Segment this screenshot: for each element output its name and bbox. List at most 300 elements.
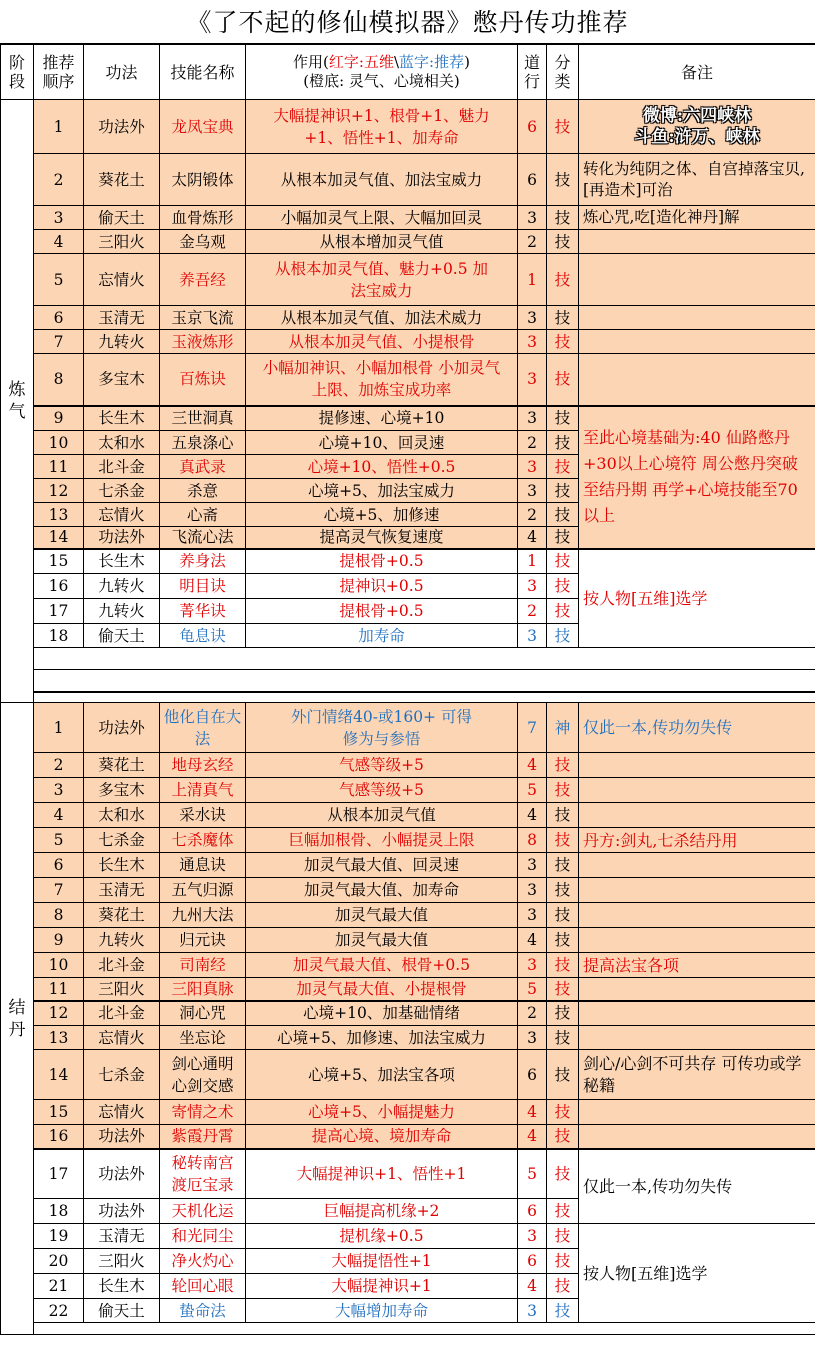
table-row (1, 1100, 815, 1125)
row-method: 多宝木 (84, 778, 160, 803)
row-order: 15 (34, 549, 84, 574)
row-method: 三阳火 (84, 978, 160, 1001)
row-method: 长生木 (84, 406, 160, 431)
row-skill: 玉液炼形 (160, 330, 246, 354)
row-category: 技 (547, 1199, 579, 1224)
stage2-end-spacer (34, 1323, 815, 1335)
row-category: 技 (547, 853, 579, 878)
row-skill: 净火灼心 (160, 1249, 246, 1274)
row-method: 偷天土 (84, 206, 160, 230)
table-row (1, 1149, 815, 1199)
row-skill: 五泉涤心 (160, 431, 246, 455)
row-note-empty (579, 330, 815, 354)
row-dao: 1 (518, 254, 547, 306)
row-dao: 2 (518, 1001, 547, 1026)
row-skill: 杀意 (160, 479, 246, 503)
table-row (1, 330, 815, 354)
row-skill: 通息诀 (160, 853, 246, 878)
row-order: 14 (34, 527, 84, 549)
row-category: 技 (547, 1274, 579, 1299)
row-dao: 4 (518, 1125, 547, 1149)
row-dao: 3 (518, 406, 547, 431)
row-dao: 3 (518, 1224, 547, 1249)
row-skill: 菁华诀 (160, 599, 246, 624)
row-category: 技 (547, 1299, 579, 1323)
row-effect: 心境+5、小幅提魅力 (246, 1100, 518, 1125)
row-order: 1 (34, 703, 84, 753)
row-order: 11 (34, 978, 84, 1001)
row-effect: 提机缘+0.5 (246, 1224, 518, 1249)
row-category: 技 (547, 1001, 579, 1026)
row-order: 17 (34, 1149, 84, 1199)
row-effect: 心境+10、加基础情绪 (246, 1001, 518, 1026)
row-method: 九转火 (84, 574, 160, 599)
row-method: 北斗金 (84, 1001, 160, 1026)
row-dao: 3 (518, 1299, 547, 1323)
row-note-empty (579, 306, 815, 330)
row-skill: 明目诀 (160, 574, 246, 599)
row-method: 功法外 (84, 1149, 160, 1199)
row-method: 忘情火 (84, 503, 160, 527)
row-dao: 6 (518, 1249, 547, 1274)
row-method: 北斗金 (84, 455, 160, 479)
row-skill: 血骨炼形 (160, 206, 246, 230)
row-skill: 洞心咒 (160, 1001, 246, 1026)
row-dao: 4 (518, 753, 547, 778)
row-method: 忘情火 (84, 1026, 160, 1050)
row-effect: 加灵气最大值 (246, 928, 518, 953)
row-dao: 2 (518, 599, 547, 624)
table-row (1, 803, 815, 828)
header-effect-blue: 蓝字:推荐 (399, 53, 465, 71)
row-effect: 气感等级+5 (246, 753, 518, 778)
row-order: 16 (34, 574, 84, 599)
row-category: 技 (547, 1125, 579, 1149)
row-dao: 3 (518, 574, 547, 599)
row-dao: 3 (518, 903, 547, 928)
row-effect: 心境+5、加法宝威力 (246, 479, 518, 503)
row-dao: 4 (518, 1100, 547, 1125)
row-dao: 5 (518, 1149, 547, 1199)
row-category: 技 (547, 1149, 579, 1199)
row-method: 玉清无 (84, 306, 160, 330)
row-category: 技 (547, 1026, 579, 1050)
row-effect: 提修速、心境+10 (246, 406, 518, 431)
table-row (1, 928, 815, 953)
row-dao: 3 (518, 479, 547, 503)
row-order: 6 (34, 853, 84, 878)
row-skill: 蛰命法 (160, 1299, 246, 1323)
row-note-empty (579, 803, 815, 828)
row-skill: 养吾经 (160, 254, 246, 306)
row-skill: 秘转南宫 渡厄宝录 (160, 1149, 246, 1199)
row-effect: 心境+10、悟性+0.5 (246, 455, 518, 479)
row-method: 九转火 (84, 330, 160, 354)
row-effect: 从根本加灵气值、加法术威力 (246, 306, 518, 330)
row-order: 21 (34, 1274, 84, 1299)
row-effect: 小幅加神识、小幅加根骨 小加灵气上限、加炼宝成功率 (246, 354, 518, 406)
row-dao: 6 (518, 100, 547, 154)
row-method: 葵花土 (84, 753, 160, 778)
row-dao: 4 (518, 1274, 547, 1299)
table-row (1, 206, 815, 230)
row-category: 技 (547, 503, 579, 527)
row-dao: 8 (518, 828, 547, 853)
row-skill: 他化自在大法 (160, 703, 246, 753)
row-skill: 剑心通明 心剑交感 (160, 1050, 246, 1100)
row-dao: 3 (518, 624, 547, 648)
row-skill: 司南经 (160, 953, 246, 978)
row-effect: 大幅提悟性+1 (246, 1249, 518, 1274)
row-category: 技 (547, 100, 579, 154)
row-effect: 从根本加灵气值、加法宝威力 (246, 154, 518, 206)
row-note-empty (579, 778, 815, 803)
table-row (1, 778, 815, 803)
header-note: 备注 (579, 45, 815, 100)
table-row (1, 978, 815, 1001)
table-row (1, 549, 815, 574)
row-note: 炼心咒,吃[造化神丹]解 (579, 206, 815, 230)
table-row (1, 254, 815, 306)
table-row (1, 354, 815, 406)
row-category: 技 (547, 903, 579, 928)
table-row (1, 703, 815, 753)
row-effect: 加灵气最大值、加寿命 (246, 878, 518, 903)
skill-table (0, 44, 815, 1335)
row-skill: 百炼诀 (160, 354, 246, 406)
row-order: 10 (34, 431, 84, 455)
row-method: 三阳火 (84, 1249, 160, 1274)
row-effect: 从根本加灵气值、魅力+0.5 加法宝威力 (246, 254, 518, 306)
row-method: 长生木 (84, 853, 160, 878)
row-effect: 小幅加灵气上限、大幅加回灵 (246, 206, 518, 230)
row-order: 3 (34, 778, 84, 803)
row-dao: 3 (518, 1026, 547, 1050)
row-effect: 从根本加灵气值、小提根骨 (246, 330, 518, 354)
row-note-empty (579, 978, 815, 1001)
row-order: 5 (34, 254, 84, 306)
table-row (1, 230, 815, 254)
table-row (1, 1026, 815, 1050)
row-skill: 五气归源 (160, 878, 246, 903)
row-dao: 5 (518, 778, 547, 803)
row-method: 七杀金 (84, 828, 160, 853)
row-category: 技 (547, 928, 579, 953)
row-dao: 3 (518, 878, 547, 903)
row-note-empty (579, 928, 815, 953)
row-method: 偷天土 (84, 1299, 160, 1323)
row-skill: 龙凤宝典 (160, 100, 246, 154)
row-category: 技 (547, 479, 579, 503)
row-effect: 心境+5、加修速、加法宝威力 (246, 1026, 518, 1050)
row-order: 14 (34, 1050, 84, 1100)
table-row (1, 953, 815, 978)
row-order: 1 (34, 100, 84, 154)
table-row (1, 853, 815, 878)
row-effect: 提高灵气恢复速度 (246, 527, 518, 549)
row-note-empty (579, 903, 815, 928)
row-method: 三阳火 (84, 230, 160, 254)
row-category: 技 (547, 230, 579, 254)
row-skill: 坐忘论 (160, 1026, 246, 1050)
row-dao: 5 (518, 978, 547, 1001)
row-method: 太和水 (84, 803, 160, 828)
row-order: 4 (34, 230, 84, 254)
watermark-line2: 斗鱼:浒万、峡林 (634, 126, 760, 147)
row-category: 技 (547, 549, 579, 574)
row-skill: 龟息诀 (160, 624, 246, 648)
row-order: 19 (34, 1224, 84, 1249)
row-effect: 加灵气最大值、回灵速 (246, 853, 518, 878)
row-skill: 地母玄经 (160, 753, 246, 778)
row-note: 按人物[五维]选学 (579, 1224, 815, 1323)
row-method: 葵花土 (84, 154, 160, 206)
table-row (1, 1050, 815, 1100)
row-category: 技 (547, 1050, 579, 1100)
row-method: 长生木 (84, 1274, 160, 1299)
row-order: 7 (34, 330, 84, 354)
row-method: 北斗金 (84, 953, 160, 978)
row-order: 9 (34, 928, 84, 953)
row-order: 11 (34, 455, 84, 479)
row-category: 技 (547, 527, 579, 549)
stage1-end-spacer (34, 648, 815, 670)
row-method: 长生木 (84, 549, 160, 574)
row-note-empty (579, 254, 815, 306)
row-skill: 养身法 (160, 549, 246, 574)
row-order: 8 (34, 903, 84, 928)
row-note-empty (579, 853, 815, 878)
header-effect-suffix: ) (464, 53, 470, 71)
row-category: 技 (547, 1100, 579, 1125)
row-note-empty (579, 1100, 815, 1125)
row-dao: 4 (518, 803, 547, 828)
row-order: 12 (34, 1001, 84, 1026)
row-order: 6 (34, 306, 84, 330)
row-skill: 三世洞真 (160, 406, 246, 431)
row-order: 15 (34, 1100, 84, 1125)
row-dao: 2 (518, 230, 547, 254)
row-dao: 4 (518, 527, 547, 549)
table-row (1, 306, 815, 330)
row-order: 4 (34, 803, 84, 828)
row-dao: 3 (518, 953, 547, 978)
row-effect: 心境+10、回灵速 (246, 431, 518, 455)
row-dao: 3 (518, 306, 547, 330)
watermark-line1: 微博:六四峡林 (642, 105, 752, 126)
row-dao: 3 (518, 354, 547, 406)
row-order: 22 (34, 1299, 84, 1323)
row-effect: 加寿命 (246, 624, 518, 648)
row-effect: 提高心境、境加寿命 (246, 1125, 518, 1149)
row-dao: 3 (518, 206, 547, 230)
row-skill: 玉京飞流 (160, 306, 246, 330)
header-effect-red: 红字:五维 (328, 53, 394, 71)
row-effect: 加灵气最大值、小提根骨 (246, 978, 518, 1001)
table-row (1, 1323, 815, 1335)
row-method: 忘情火 (84, 254, 160, 306)
row-method: 偷天土 (84, 624, 160, 648)
row-method: 功法外 (84, 100, 160, 154)
row-dao: 1 (518, 549, 547, 574)
table-row (1, 154, 815, 206)
row-skill: 紫霞丹霄 (160, 1125, 246, 1149)
row-category: 技 (547, 1224, 579, 1249)
row-skill: 采水诀 (160, 803, 246, 828)
row-effect: 提根骨+0.5 (246, 549, 518, 574)
table-row (1, 1224, 815, 1249)
row-skill: 真武录 (160, 455, 246, 479)
header-method: 功法 (84, 45, 160, 100)
row-note-empty (579, 1026, 815, 1050)
table-row (1, 648, 815, 670)
note-wuwei-choice: 按人物[五维]选学 (579, 549, 815, 648)
row-effect: 大幅提神识+1 (246, 1274, 518, 1299)
table-row (1, 903, 815, 928)
row-method: 玉清无 (84, 878, 160, 903)
row-skill: 和光同尘 (160, 1224, 246, 1249)
row-category: 技 (547, 878, 579, 903)
row-order: 20 (34, 1249, 84, 1274)
row-method: 功法外 (84, 703, 160, 753)
note-xinjing-basis: 至此心境基础为:40 仙路憋丹+30以上心境符 周公憋丹突破至结丹期 再学+心境技能至70以上 (579, 406, 815, 549)
row-order: 8 (34, 354, 84, 406)
row-category: 技 (547, 753, 579, 778)
row-skill: 太阴锻体 (160, 154, 246, 206)
row-note: 仅此一本,传功勿失传 (579, 1149, 815, 1224)
row-note-empty (579, 878, 815, 903)
row-dao: 3 (518, 330, 547, 354)
row-category: 技 (547, 599, 579, 624)
table-row (1, 670, 815, 692)
row-category: 技 (547, 574, 579, 599)
row-note-empty (579, 1125, 815, 1149)
row-category: 技 (547, 978, 579, 1001)
row-method: 九转火 (84, 928, 160, 953)
row-method: 太和水 (84, 431, 160, 455)
header-category: 分类 (547, 45, 579, 100)
row-note: 转化为纯阴之体、自宫掉落宝贝,[再造术]可治 (579, 154, 815, 206)
row-dao: 2 (518, 431, 547, 455)
row-method: 七杀金 (84, 1050, 160, 1100)
row-order: 5 (34, 828, 84, 853)
row-order: 17 (34, 599, 84, 624)
row-note-empty (579, 1001, 815, 1026)
row-order: 13 (34, 503, 84, 527)
table-row (1, 878, 815, 903)
row-skill: 三阳真脉 (160, 978, 246, 1001)
stage-gap (1, 693, 815, 703)
header-row (1, 45, 815, 100)
row-order: 12 (34, 479, 84, 503)
row-effect: 加灵气最大值 (246, 903, 518, 928)
stage1-end-spacer (34, 670, 815, 692)
row-note: 丹方:剑丸,七杀结丹用 (579, 828, 815, 853)
stage-label-lianqi: 炼气 (1, 100, 34, 703)
row-note-empty (579, 354, 815, 406)
table-row (1, 100, 815, 154)
header-effect (246, 45, 518, 100)
table-row (1, 753, 815, 778)
row-category: 技 (547, 406, 579, 431)
row-effect: 大幅提神识+1、悟性+1 (246, 1149, 518, 1199)
row-method: 功法外 (84, 1125, 160, 1149)
stage-label-jiedan: 结丹 (1, 703, 34, 1335)
row-category: 技 (547, 624, 579, 648)
header-effect-sep: \ (393, 53, 400, 71)
row-effect: 提神识+0.5 (246, 574, 518, 599)
row-category: 技 (547, 154, 579, 206)
row-method: 功法外 (84, 1199, 160, 1224)
row-category: 技 (547, 455, 579, 479)
row-category: 技 (547, 306, 579, 330)
row-category: 技 (547, 354, 579, 406)
row-effect: 从根本加灵气值 (246, 803, 518, 828)
header-effect-prefix: 作用( (293, 53, 329, 71)
row-note: 提高法宝各项 (579, 953, 815, 978)
row-order: 13 (34, 1026, 84, 1050)
header-stage: 阶段 (1, 45, 34, 100)
row-order: 7 (34, 878, 84, 903)
row-effect: 大幅提神识+1、根骨+1、魅力+1、悟性+1、加寿命 (246, 100, 518, 154)
row-effect: 外门情绪40-或160+ 可得修为与参悟 (246, 703, 518, 753)
row-order: 2 (34, 154, 84, 206)
row-category: 技 (547, 206, 579, 230)
row-skill: 天机化运 (160, 1199, 246, 1224)
row-effect: 提根骨+0.5 (246, 599, 518, 624)
row-note-empty (579, 753, 815, 778)
row-effect: 从根本增加灵气值 (246, 230, 518, 254)
sheet-title: 《了不起的修仙模拟器》憋丹传功推荐 (0, 0, 815, 44)
header-effect-line2: (橙底: 灵气、心境相关) (303, 72, 460, 90)
row-category: 技 (547, 431, 579, 455)
row-skill: 心斋 (160, 503, 246, 527)
watermark-cell (579, 100, 815, 154)
row-category: 神 (547, 703, 579, 753)
row-order: 18 (34, 624, 84, 648)
row-dao: 6 (518, 1199, 547, 1224)
row-dao: 2 (518, 503, 547, 527)
row-effect: 心境+5、加修速 (246, 503, 518, 527)
row-skill: 归元诀 (160, 928, 246, 953)
table-row (1, 406, 815, 431)
table-row (1, 828, 815, 853)
row-method: 九转火 (84, 599, 160, 624)
row-effect: 心境+5、加法宝各项 (246, 1050, 518, 1100)
row-method: 七杀金 (84, 479, 160, 503)
row-dao: 7 (518, 703, 547, 753)
row-skill: 飞流心法 (160, 527, 246, 549)
row-note: 仅此一本,传功勿失传 (579, 703, 815, 753)
row-category: 技 (547, 803, 579, 828)
row-effect: 巨幅提高机缘+2 (246, 1199, 518, 1224)
table-row (1, 1001, 815, 1026)
row-dao: 6 (518, 154, 547, 206)
row-dao: 6 (518, 1050, 547, 1100)
row-order: 3 (34, 206, 84, 230)
row-dao: 3 (518, 455, 547, 479)
row-skill: 金乌观 (160, 230, 246, 254)
row-method: 忘情火 (84, 1100, 160, 1125)
row-effect: 大幅增加寿命 (246, 1299, 518, 1323)
row-category: 技 (547, 254, 579, 306)
row-order: 18 (34, 1199, 84, 1224)
row-effect: 巨幅加根骨、小幅提灵上限 (246, 828, 518, 853)
row-effect: 气感等级+5 (246, 778, 518, 803)
row-dao: 4 (518, 928, 547, 953)
row-order: 10 (34, 953, 84, 978)
row-method: 葵花土 (84, 903, 160, 928)
